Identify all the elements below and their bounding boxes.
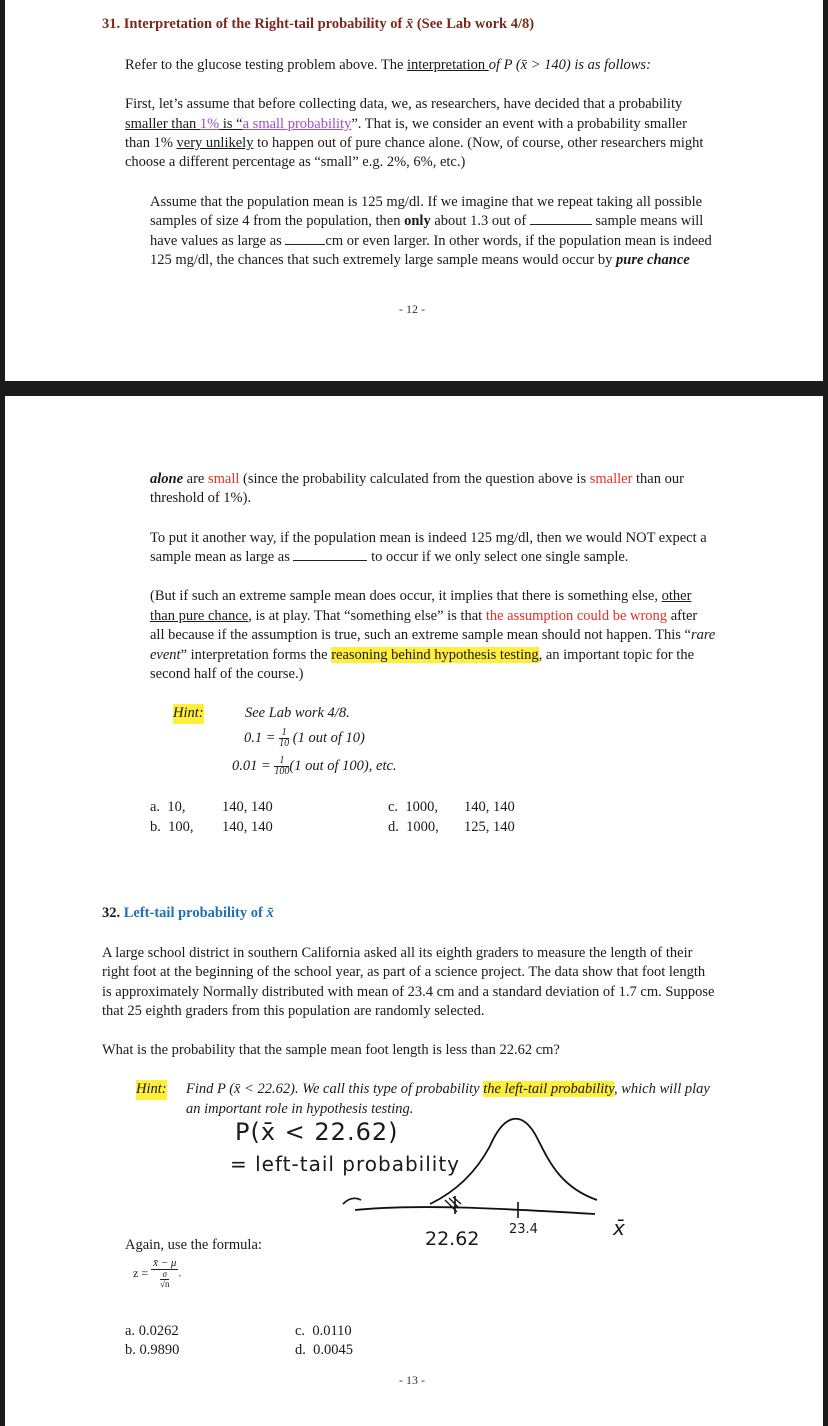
blank-3: [293, 548, 367, 561]
fraction-1-100: $\frac{1}{100}$: [274, 755, 290, 778]
hint-label-32: Hint:: [136, 1080, 167, 1100]
option-31-c[interactable]: c. 1000,: [388, 799, 438, 815]
page-number-13: - 13 -: [399, 1373, 425, 1387]
formula-label: Again, use the formula:: [125, 1237, 262, 1253]
q32-para-line3: is approximately Normally distributed with mean of 23.4 cm and a standard deviation of 1.7 cm. Suppose: [102, 984, 715, 1000]
hint-label-31: Hint:: [173, 704, 204, 724]
option-31-a-values: 140, 140: [222, 799, 273, 815]
option-31-c-values: 140, 140: [464, 799, 515, 815]
q32-heading: 32. Left-tail probability of x̄: [102, 905, 274, 921]
q31-para2-line2: samples of size 4 from the population, then only about 1.3 out of sample means will: [150, 213, 704, 229]
normal-curve-sketch: [335, 1104, 635, 1244]
option-32-a[interactable]: a. 0.0262: [125, 1323, 179, 1339]
handwritten-probability: P(x̄ < 22.62): [235, 1118, 399, 1146]
para3-line2: sample mean as large as to occur if we only select one single sample.: [150, 549, 629, 565]
handwritten-22-62: 22.62: [425, 1228, 480, 1250]
option-32-b[interactable]: b. 0.9890: [125, 1342, 180, 1358]
para4-line1: (But if such an extreme sample mean does occur, it implies that there is something else, other: [150, 588, 692, 604]
page-number-12: - 12 -: [399, 302, 425, 316]
hint32-line2: an important role in hypothesis testing.: [186, 1101, 414, 1117]
para4-line2: than pure chance, is at play. That “something else” is that the assumption could be wrong after: [150, 608, 698, 624]
handwritten-left-tail: = left-tail probability: [230, 1152, 461, 1176]
option-31-d-values: 125, 140: [464, 819, 515, 835]
q31-para1-line1: First, let’s assume that before collecting data, we, as researchers, have decided that a probability: [125, 96, 683, 112]
q31-para2-line3: have values as large as cm or even larger. In other words, if the population mean is indeed: [150, 233, 712, 249]
bell-curve: [430, 1119, 597, 1204]
para4-line4: event” interpretation forms the reasoning behind hypothesis testing, an important topic for the: [150, 647, 695, 663]
option-32-c[interactable]: c. 0.0110: [295, 1323, 352, 1339]
z-formula: z = $\frac{x̄ - \mu}{\frac{\sigma}{√n}}$ .: [133, 1257, 182, 1289]
page-12: [5, 0, 823, 381]
hint31-line2: 0.1 = $\frac{1}{10}$ (1 out of 10): [244, 727, 365, 750]
option-31-b-values: 140, 140: [222, 819, 273, 835]
option-32-d[interactable]: d. 0.0045: [295, 1342, 353, 1358]
shaded-tail: [445, 1197, 461, 1212]
q31-para2-line1: Assume that the population mean is 125 mg/dl. If we imagine that we repeat taking all possible: [150, 194, 703, 210]
handwritten-xbar: x̄: [613, 1216, 625, 1240]
para4-line3: all because if the assumption is true, such an extreme sample mean should not happen. This “rare: [150, 627, 716, 643]
option-31-d[interactable]: d. 1000,: [388, 819, 439, 835]
left-arrow-stroke: [343, 1198, 361, 1204]
q31-para2-line4: 125 mg/dl, the chances that such extremely large sample means would occur by pure chance: [150, 252, 690, 268]
q32-para-line2: right foot at the beginning of the school year, as part of a science project. The data show that foot length: [102, 964, 706, 980]
blank-1: [530, 212, 592, 225]
q32-para-line1: A large school district in southern California asked all its eighth graders to measure the length of their: [102, 945, 693, 961]
para4-line5: second half of the course.): [150, 666, 304, 682]
fraction-1-10: $\frac{1}{10}$: [279, 727, 290, 750]
hint32-line1: Find P (x̄ < 22.62). We call this type of probability the left-tail probability, which will play: [186, 1081, 710, 1097]
q31-heading: 31. Interpretation of the Right-tail probability of x̄ (See Lab work 4/8): [102, 16, 535, 32]
q32-para-line4: that 25 eighth graders from this population are randomly selected.: [102, 1003, 485, 1019]
handwritten-23-4: 23.4: [509, 1222, 538, 1237]
cont-line1: alone are small (since the probability calculated from the question above is smaller than our: [150, 471, 684, 487]
blank-2: [285, 232, 325, 245]
q32-question: What is the probability that the sample mean foot length is less than 22.62 cm?: [102, 1042, 560, 1058]
option-31-b[interactable]: b. 100,: [150, 819, 194, 835]
hint31-line1: See Lab work 4/8.: [245, 705, 350, 721]
para3-line1: To put it another way, if the population mean is indeed 125 mg/dl, then we would NOT expect a: [150, 530, 707, 546]
q31-para1-line2: smaller than 1% is “a small probability”. That is, we consider an event with a probability smaller: [125, 116, 687, 132]
axis-line: [355, 1207, 595, 1214]
cont-line2: threshold of 1%).: [150, 490, 252, 506]
page-13: [5, 396, 823, 1426]
hint31-line3: 0.01 = $\frac{1}{100}$ (1 out of 100), etc.: [232, 755, 397, 778]
q31-refer-line: Refer to the glucose testing problem above. The interpretation of P (x̄ > 140) is as follows:: [125, 57, 651, 73]
q31-para1-line4: choose a different percentage as “small” e.g. 2%, 6%, etc.): [125, 154, 466, 170]
option-31-a[interactable]: a. 10,: [150, 799, 186, 815]
q31-para1-line3: than 1% very unlikely to happen out of pure chance alone. (Now, of course, other researchers might: [125, 135, 704, 151]
